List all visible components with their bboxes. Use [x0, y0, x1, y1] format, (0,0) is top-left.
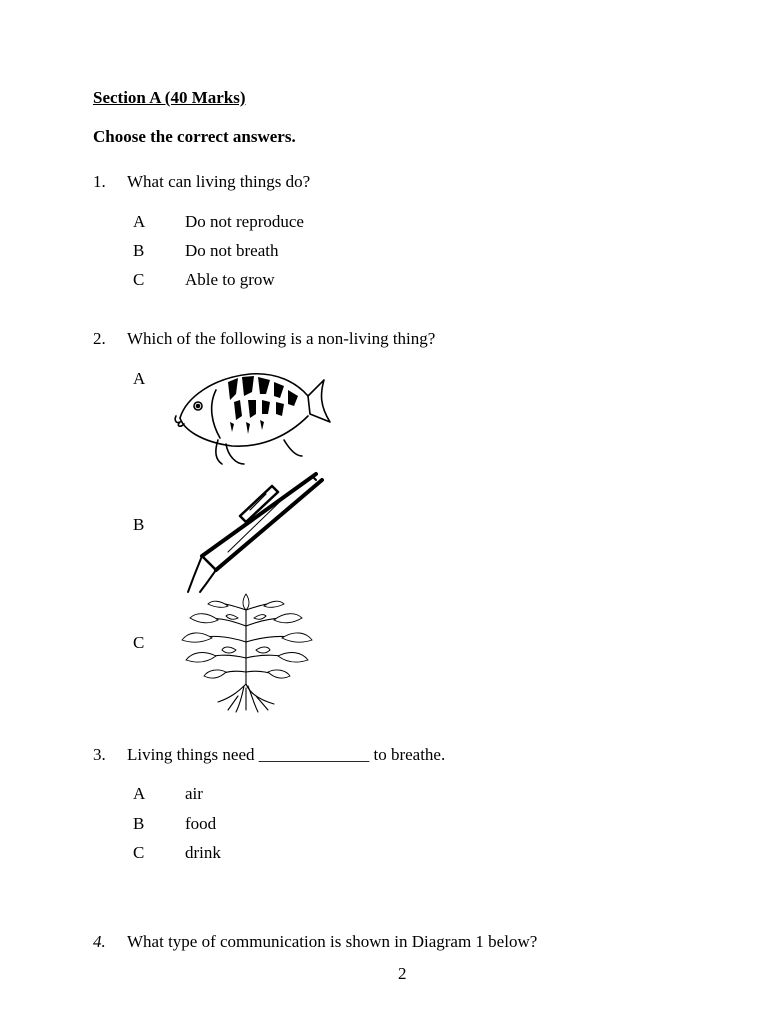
- question-4-text: What type of communication is shown in Diagram 1 below?: [127, 932, 538, 951]
- pen-image: [188, 472, 323, 592]
- question-3-number: 3.: [93, 745, 106, 764]
- question-2-number: 2.: [93, 329, 106, 348]
- q1-option-c-letter: C: [133, 270, 145, 289]
- q1-option-b-text: Do not breath: [185, 241, 279, 260]
- q3-option-c-letter: C: [133, 843, 145, 862]
- question-2-text: Which of the following is a non-living thing?: [127, 329, 436, 348]
- q1-option-a-letter: A: [133, 212, 146, 231]
- question-4-number: 4.: [93, 932, 106, 951]
- fish-image: [172, 360, 332, 465]
- q3-option-a-text: air: [185, 784, 203, 803]
- question-3-text: Living things need _____________ to breathe.: [127, 745, 446, 764]
- question-1-number: 1.: [93, 172, 106, 191]
- section-title: Section A (40 Marks): [93, 88, 246, 107]
- q2-option-a-letter: A: [133, 369, 146, 388]
- q3-option-b-letter: B: [133, 814, 145, 833]
- page-number: 2: [398, 964, 407, 983]
- question-1-text: What can living things do?: [127, 172, 311, 191]
- q2-option-c-letter: C: [133, 633, 145, 652]
- plant-image: [178, 592, 318, 714]
- q3-option-a-letter: A: [133, 784, 146, 803]
- q1-option-c-text: Able to grow: [185, 270, 275, 289]
- q2-option-b-letter: B: [133, 515, 145, 534]
- q3-option-c-text: drink: [185, 843, 221, 862]
- q1-option-a-text: Do not reproduce: [185, 212, 304, 231]
- q1-option-b-letter: B: [133, 241, 145, 260]
- q3-option-b-text: food: [185, 814, 217, 833]
- instruction-text: Choose the correct answers.: [93, 127, 296, 146]
